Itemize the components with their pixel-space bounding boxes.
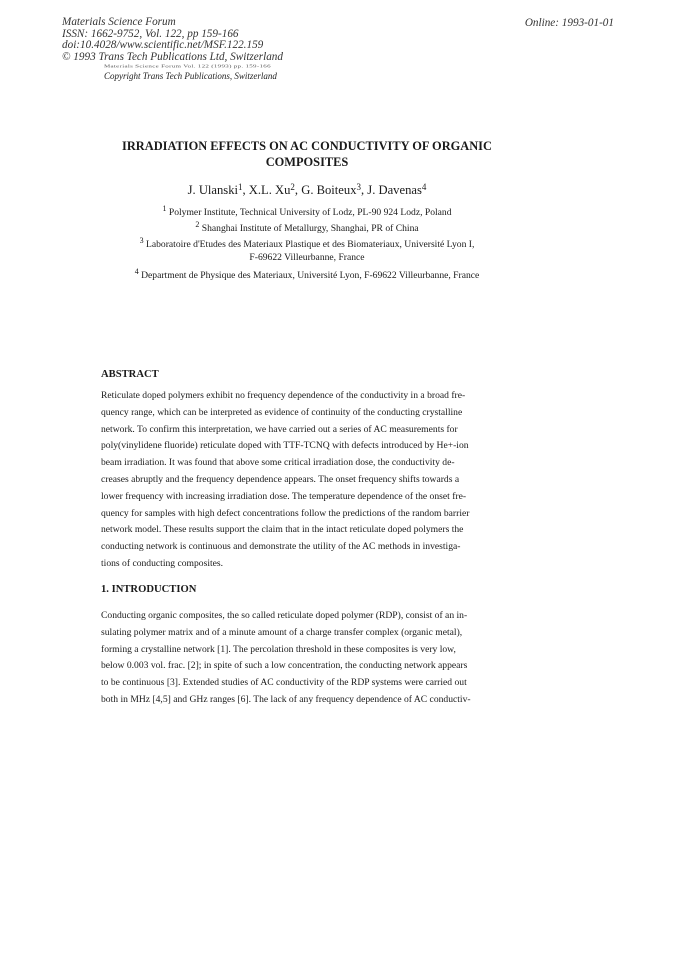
author-name: J. Ulanski: [187, 183, 238, 197]
text-line: forming a crystalline network [1]. The percolation threshold in these composites is very low,: [101, 643, 456, 655]
author-affiliation-mark: 3: [356, 182, 361, 192]
introduction-body: [101, 608, 516, 709]
affiliation-number: 2: [195, 220, 200, 229]
affiliation: [80, 204, 534, 218]
affiliation-number: 1: [162, 204, 167, 213]
issn-line: ISSN: 1662-9752, Vol. 122, pp 159-166: [62, 27, 239, 40]
text-line: network model. These results support the claim that in the intact reticulate doped polymers the: [101, 524, 464, 536]
text-line: lower frequency with increasing irradiation dose. The temperature dependence of the onset fre-: [101, 490, 467, 502]
text-line: Conducting organic composites, the so called reticulate doped polymer (RDP), consist of an in-: [101, 610, 468, 621]
author: [367, 183, 426, 197]
paper-title: [100, 138, 514, 170]
title-line: COMPOSITES: [265, 155, 349, 169]
text-line: quency for samples with high defect concentrations follow the predictions of the random barrier: [101, 507, 470, 519]
affiliation-text: Polymer Institute, Technical University of Lodz, PL-90 924 Lodz, Poland: [168, 207, 452, 218]
author-name: G. Boiteux: [301, 183, 357, 197]
abstract-body: [101, 388, 516, 573]
text-line: tions of conducting composites.: [101, 557, 224, 569]
introduction-heading: 1. INTRODUCTION: [101, 584, 197, 595]
scan-overprint: Materials Science Forum Vol. 122 (1993) pp. 159-166: [104, 64, 271, 69]
affiliation-text: Department de Physique des Materiaux, Université Lyon, F-69622 Villeurbanne, France: [141, 270, 480, 281]
abstract-heading: ABSTRACT: [101, 369, 159, 380]
text-line: conducting network is continuous and demonstrate the utility of the AC methods in investiga-: [101, 541, 461, 553]
publisher-copyright: Copyright Trans Tech Publications, Switzerland: [104, 71, 277, 81]
journal-name: Materials Science Forum: [62, 16, 176, 28]
author: X.L. Xu$^2$,: [248, 182, 302, 197]
affiliation-text: Shanghai Institute of Metallurgy, Shanghai, PR of China: [201, 223, 419, 234]
text-line: Reticulate doped polymers exhibit no frequency dependence of the conductivity in a broad fre-: [101, 390, 466, 401]
author-affiliation-mark: 4: [421, 182, 427, 192]
title-line: IRRADIATION EFFECTS ON AC CONDUCTIVITY OF ORGANIC: [122, 139, 492, 153]
citation-header: [62, 17, 283, 63]
text-line: both in MHz [4,5] and GHz ranges [6]. The lack of any frequency dependence of AC conductiv-: [101, 693, 471, 705]
text-line: network. To confirm this interpretation, we have carried out a series of AC measurements for: [101, 423, 458, 435]
online-date: Online: 1993-01-01: [524, 17, 614, 29]
affiliation: [80, 220, 534, 234]
text-line: quency range, which can be interpreted as evidence of continuity of the conducting crystalline: [101, 406, 463, 418]
text-line: beam irradiation. It was found that above some critical irradiation dose, the conductivity de-: [101, 457, 455, 469]
affiliation: [80, 236, 534, 250]
text-line: poly(vinylidene fluoride) reticulate doped with TTF-TCNQ with defects introduced by He+-ion: [101, 440, 469, 452]
text-line: to be continuous [3]. Extended studies of AC conductivity of the RDP systems were carried out: [101, 677, 467, 689]
author-affiliation-mark: 1: [238, 182, 243, 192]
author: G. Boiteux$^3$,: [301, 182, 368, 197]
doi-line: doi:10.4028/www.scientific.net/MSF.122.159: [62, 39, 264, 52]
affiliation: [80, 252, 534, 263]
author-name: J. Davenas: [367, 183, 422, 197]
text-line: below 0.003 vol. frac. [2]; in spite of such a low concentration, the conducting network appears: [101, 660, 468, 672]
author-list: [100, 182, 514, 198]
affiliation-text: Laboratoire d'Etudes des Materiaux Plastique et des Biomateriaux, Université Lyon I,: [146, 239, 475, 250]
author: J. Ulanski$^1$,: [187, 182, 249, 197]
affiliation: [80, 267, 534, 281]
affiliation-number: 3: [139, 236, 144, 245]
affiliation-text: F-69622 Villeurbanne, France: [249, 252, 365, 263]
author-affiliation-mark: 2: [290, 182, 295, 192]
copyright-line: © 1993 Trans Tech Publications Ltd, Switzerland: [62, 50, 283, 63]
text-line: creases abruptly and the frequency dependence appears. The onset frequency shifts towards a: [101, 473, 460, 485]
author-name: X.L. Xu: [248, 183, 291, 197]
text-line: sulating polymer matrix and of a minute amount of a charge transfer complex (organic metal),: [101, 626, 463, 638]
affiliation-number: 4: [134, 267, 139, 276]
